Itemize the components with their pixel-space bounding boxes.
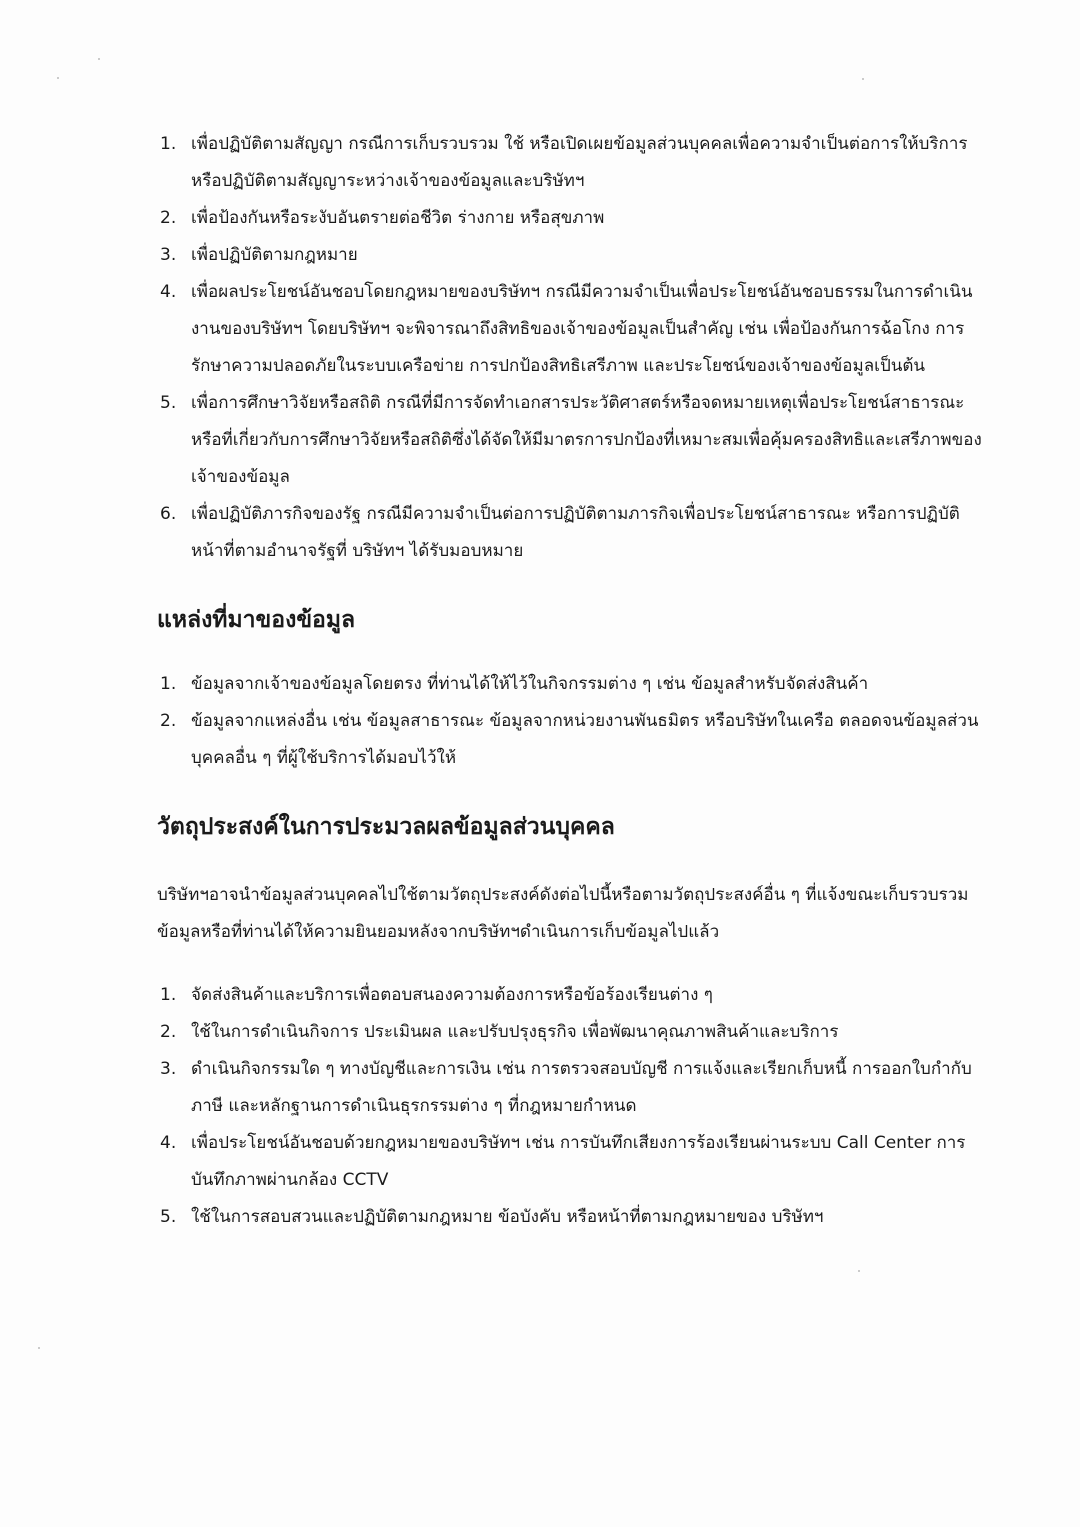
scan-speck — [858, 1270, 860, 1272]
list-item — [157, 977, 987, 1014]
list-item-text: เพื่อป้องกันหรือระงับอันตรายต่อชีวิต ร่างกาย หรือสุขภาพ — [191, 208, 605, 228]
list-item — [157, 274, 987, 385]
list-item — [157, 126, 987, 200]
list-item-text: เพื่อปฏิบัติภารกิจของรัฐ กรณีมีความจำเป็นต่อการปฏิบัติตามภารกิจเพื่อประโยชน์สาธารณะ หรือการปฏิบัติหน้าที่ตามอำนาจรัฐที่ บริษัทฯ ได้รับมอบหมาย — [191, 504, 960, 561]
list-item-text: ใช้ในการสอบสวนและปฏิบัติตามกฎหมาย ข้อบังคับ หรือหน้าที่ตามกฎหมายของ บริษัทฯ — [191, 1207, 824, 1227]
list-item — [157, 1125, 987, 1199]
list-number: 1. — [160, 674, 177, 694]
list-number: 6. — [160, 504, 177, 524]
list-number: 5. — [160, 1207, 177, 1227]
scan-speck — [38, 1347, 40, 1349]
list-number: 3. — [160, 245, 177, 265]
list-item-text: เพื่อปฏิบัติตามกฎหมาย — [191, 245, 358, 265]
document-content — [157, 126, 987, 1236]
scan-speck — [862, 78, 864, 80]
scan-speck — [57, 77, 59, 79]
list-item-text: ข้อมูลจากแหล่งอื่น เช่น ข้อมูลสาธารณะ ข้อมูลจากหน่วยงานพันธมิตร หรือบริษัทในเครือ ตลอดจนข้อมูลส่วนบุคคลอื่น ๆ ที่ผู้ใช้บริการได้มอบไว้ให้ — [191, 711, 979, 768]
list-item-text: จัดส่งสินค้าและบริการเพื่อตอบสนองความต้องการหรือข้อร้องเรียนต่าง ๆ — [191, 985, 713, 1005]
list-item-text: ข้อมูลจากเจ้าของข้อมูลโดยตรง ที่ท่านได้ให้ไว้ในกิจกรรมต่าง ๆ เช่น ข้อมูลสำหรับจัดส่งสินค้า — [191, 674, 869, 694]
list-number: 4. — [160, 1133, 177, 1153]
list-number: 3. — [160, 1059, 177, 1079]
list-number: 1. — [160, 134, 177, 154]
scan-speck — [98, 58, 100, 60]
list-item — [157, 703, 987, 777]
legal-basis-list — [157, 126, 987, 570]
list-item-text: เพื่อประโยชน์อันชอบด้วยกฎหมายของบริษัทฯ เช่น การบันทึกเสียงการร้องเรียนผ่านระบบ Call Center การบันทึกภาพผ่านกล้อง CCTV — [191, 1133, 966, 1190]
list-number: 2. — [160, 1022, 177, 1042]
list-item-text: เพื่อปฏิบัติตามสัญญา กรณีการเก็บรวบรวม ใช้ หรือเปิดเผยข้อมูลส่วนบุคคลเพื่อความจำเป็นต่อการให้บริการหรือปฏิบัติตามสัญญาระหว่างเจ้าของข้อมูลและบริษัทฯ — [191, 134, 968, 191]
list-item — [157, 200, 987, 237]
list-number: 4. — [160, 282, 177, 302]
list-item — [157, 1014, 987, 1051]
list-item-text: เพื่อผลประโยชน์อันชอบโดยกฎหมายของบริษัทฯ กรณีมีความจำเป็นเพื่อประโยชน์อันชอบธรรมในการดำเนินงานของบริษัทฯ โดยบริษัทฯ จะพิจารณาถึงสิทธิของเจ้าของข้อมูลเป็นสำคัญ เช่น เพื่อป้องกันการฉ้อโกง การรักษาความปลอดภัยในระบบเครือข่าย การปกป้องสิทธิเสรีภาพ และประโยชน์ของเจ้าของข้อมูลเป็นต้น — [191, 282, 973, 376]
data-sources-list — [157, 666, 987, 777]
list-item — [157, 385, 987, 496]
list-item — [157, 1051, 987, 1125]
list-item — [157, 496, 987, 570]
list-item — [157, 237, 987, 274]
list-number: 5. — [160, 393, 177, 413]
purposes-list — [157, 977, 987, 1236]
list-number: 1. — [160, 985, 177, 1005]
list-item-text: ใช้ในการดำเนินกิจการ ประเมินผล และปรับปรุงธุรกิจ เพื่อพัฒนาคุณภาพสินค้าและบริการ — [191, 1022, 839, 1042]
list-number: 2. — [160, 711, 177, 731]
list-item — [157, 666, 987, 703]
list-number: 2. — [160, 208, 177, 228]
list-item-text: ดำเนินกิจกรรมใด ๆ ทางบัญชีและการเงิน เช่น การตรวจสอบบัญชี การแจ้งและเรียกเก็บหนี้ การออกใบกำกับภาษี และหลักฐานการดำเนินธุรกรรมต่าง ๆ ที่กฎหมายกำหนด — [191, 1059, 972, 1116]
list-item — [157, 1199, 987, 1236]
purposes-intro-paragraph: บริษัทฯอาจนำข้อมูลส่วนบุคคลไปใช้ตามวัตถุประสงค์ดังต่อไปนี้หรือตามวัตถุประสงค์อื่น ๆ ที่แจ้งขณะเก็บรวบรวมข้อมูลหรือที่ท่านได้ให้ความยินยอมหลังจากบริษัทฯดำเนินการเก็บข้อมูลไปแล้ว — [157, 885, 969, 942]
list-item-text: เพื่อการศึกษาวิจัยหรือสถิติ กรณีที่มีการจัดทำเอกสารประวัติศาสตร์หรือจดหมายเหตุเพื่อประโยชน์สาธารณะหรือที่เกี่ยวกับการศึกษาวิจัยหรือสถิติซึ่งได้จัดให้มีมาตรการปกป้องที่เหมาะสมเพื่อคุ้มครองสิทธิและเสรีภาพของเจ้าของข้อมูล — [191, 393, 982, 487]
section-heading-purposes: วัตถุประสงค์ในการประมวลผลข้อมูลส่วนบุคคล — [157, 814, 615, 840]
section-heading-sources: แหล่งที่มาของข้อมูล — [157, 607, 356, 633]
